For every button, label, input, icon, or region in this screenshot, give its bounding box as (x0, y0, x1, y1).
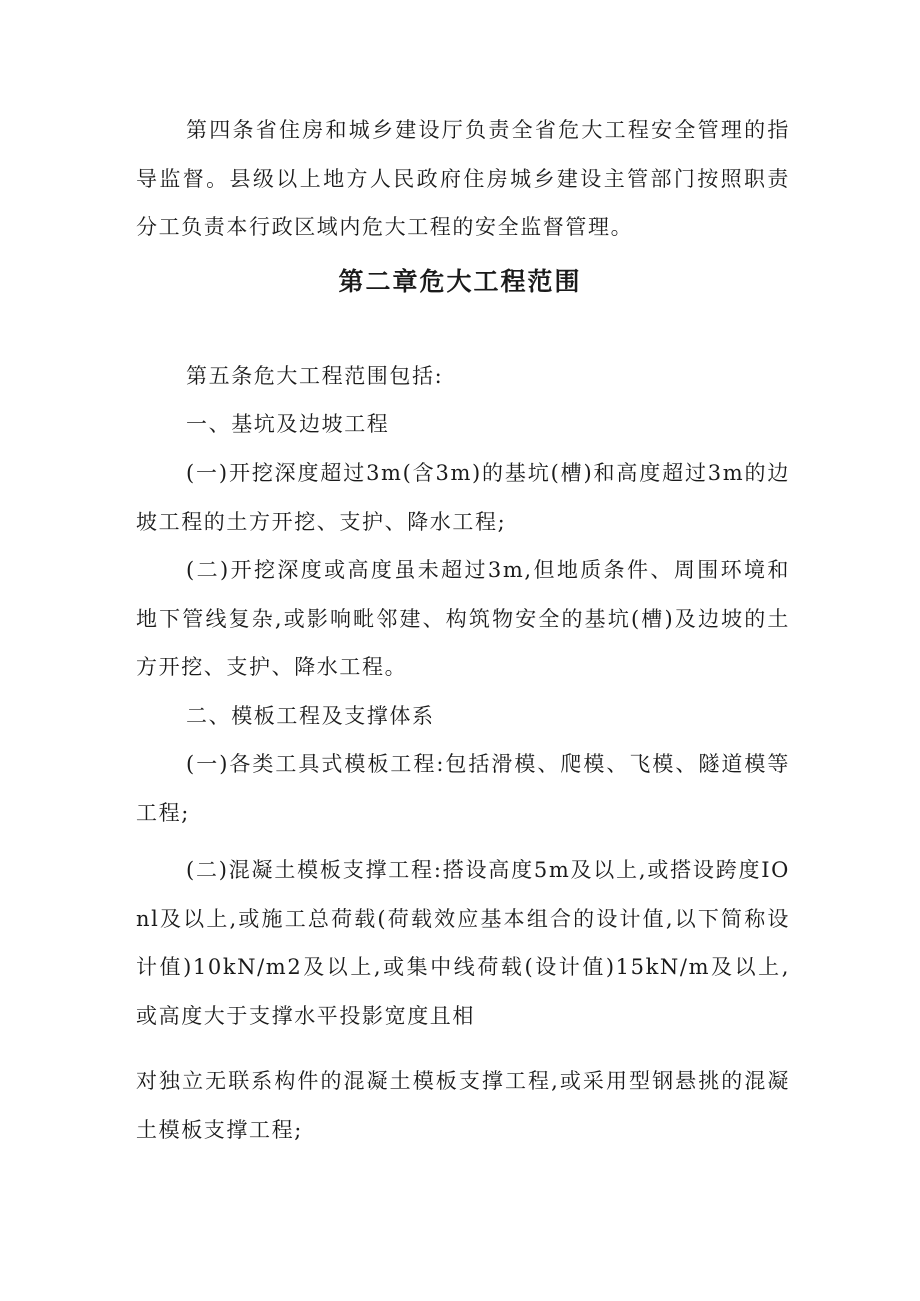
section-2-item-1: (一)各类工具式模板工程:包括滑模、爬模、飞模、隧道模等工程; (136, 752, 790, 825)
section-1-item-1: (一)开挖深度超过3m(含3m)的基坑(槽)和高度超过3m的边坡工程的土方开挖、支护、降水工程; (136, 461, 790, 534)
section-2-item-2: (二)混凝土模板支撑工程:搭设高度5m及以上,或搭设跨度IOnl及以上,或施工总荷载(荷载效应基本组合的设计值,以下简称设计值)10kN/m2及以上,或集中线荷载(设计值)15kN/m及以上,或高度大于支撑水平投影宽度且相 (136, 858, 790, 1028)
article-5-paragraph: 第五条危大工程范围包括: (186, 364, 444, 388)
article-4-paragraph: 第四条省住房和城乡建设厅负责全省危大工程安全管理的指导监督。县级以上地方人民政府住房城乡建设主管部门按照职责分工负责本行政区域内危大工程的安全监督管理。 (136, 118, 790, 239)
chapter-title: 第二章危大工程范围 (338, 267, 582, 296)
section-2-item-2-continued: 对独立无联系构件的混凝土模板支撑工程,或采用型钢悬挑的混凝土模板支撑工程; (136, 1069, 790, 1142)
section-1-item-2: (二)开挖深度或高度虽未超过3m,但地质条件、周围环境和地下管线复杂,或影响毗邻建、构筑物安全的基坑(槽)及边坡的土方开挖、支护、降水工程。 (136, 558, 790, 679)
section-1-heading: 一、基坑及边坡工程 (186, 412, 390, 436)
section-2-heading: 二、模板工程及支撑体系 (186, 704, 435, 728)
